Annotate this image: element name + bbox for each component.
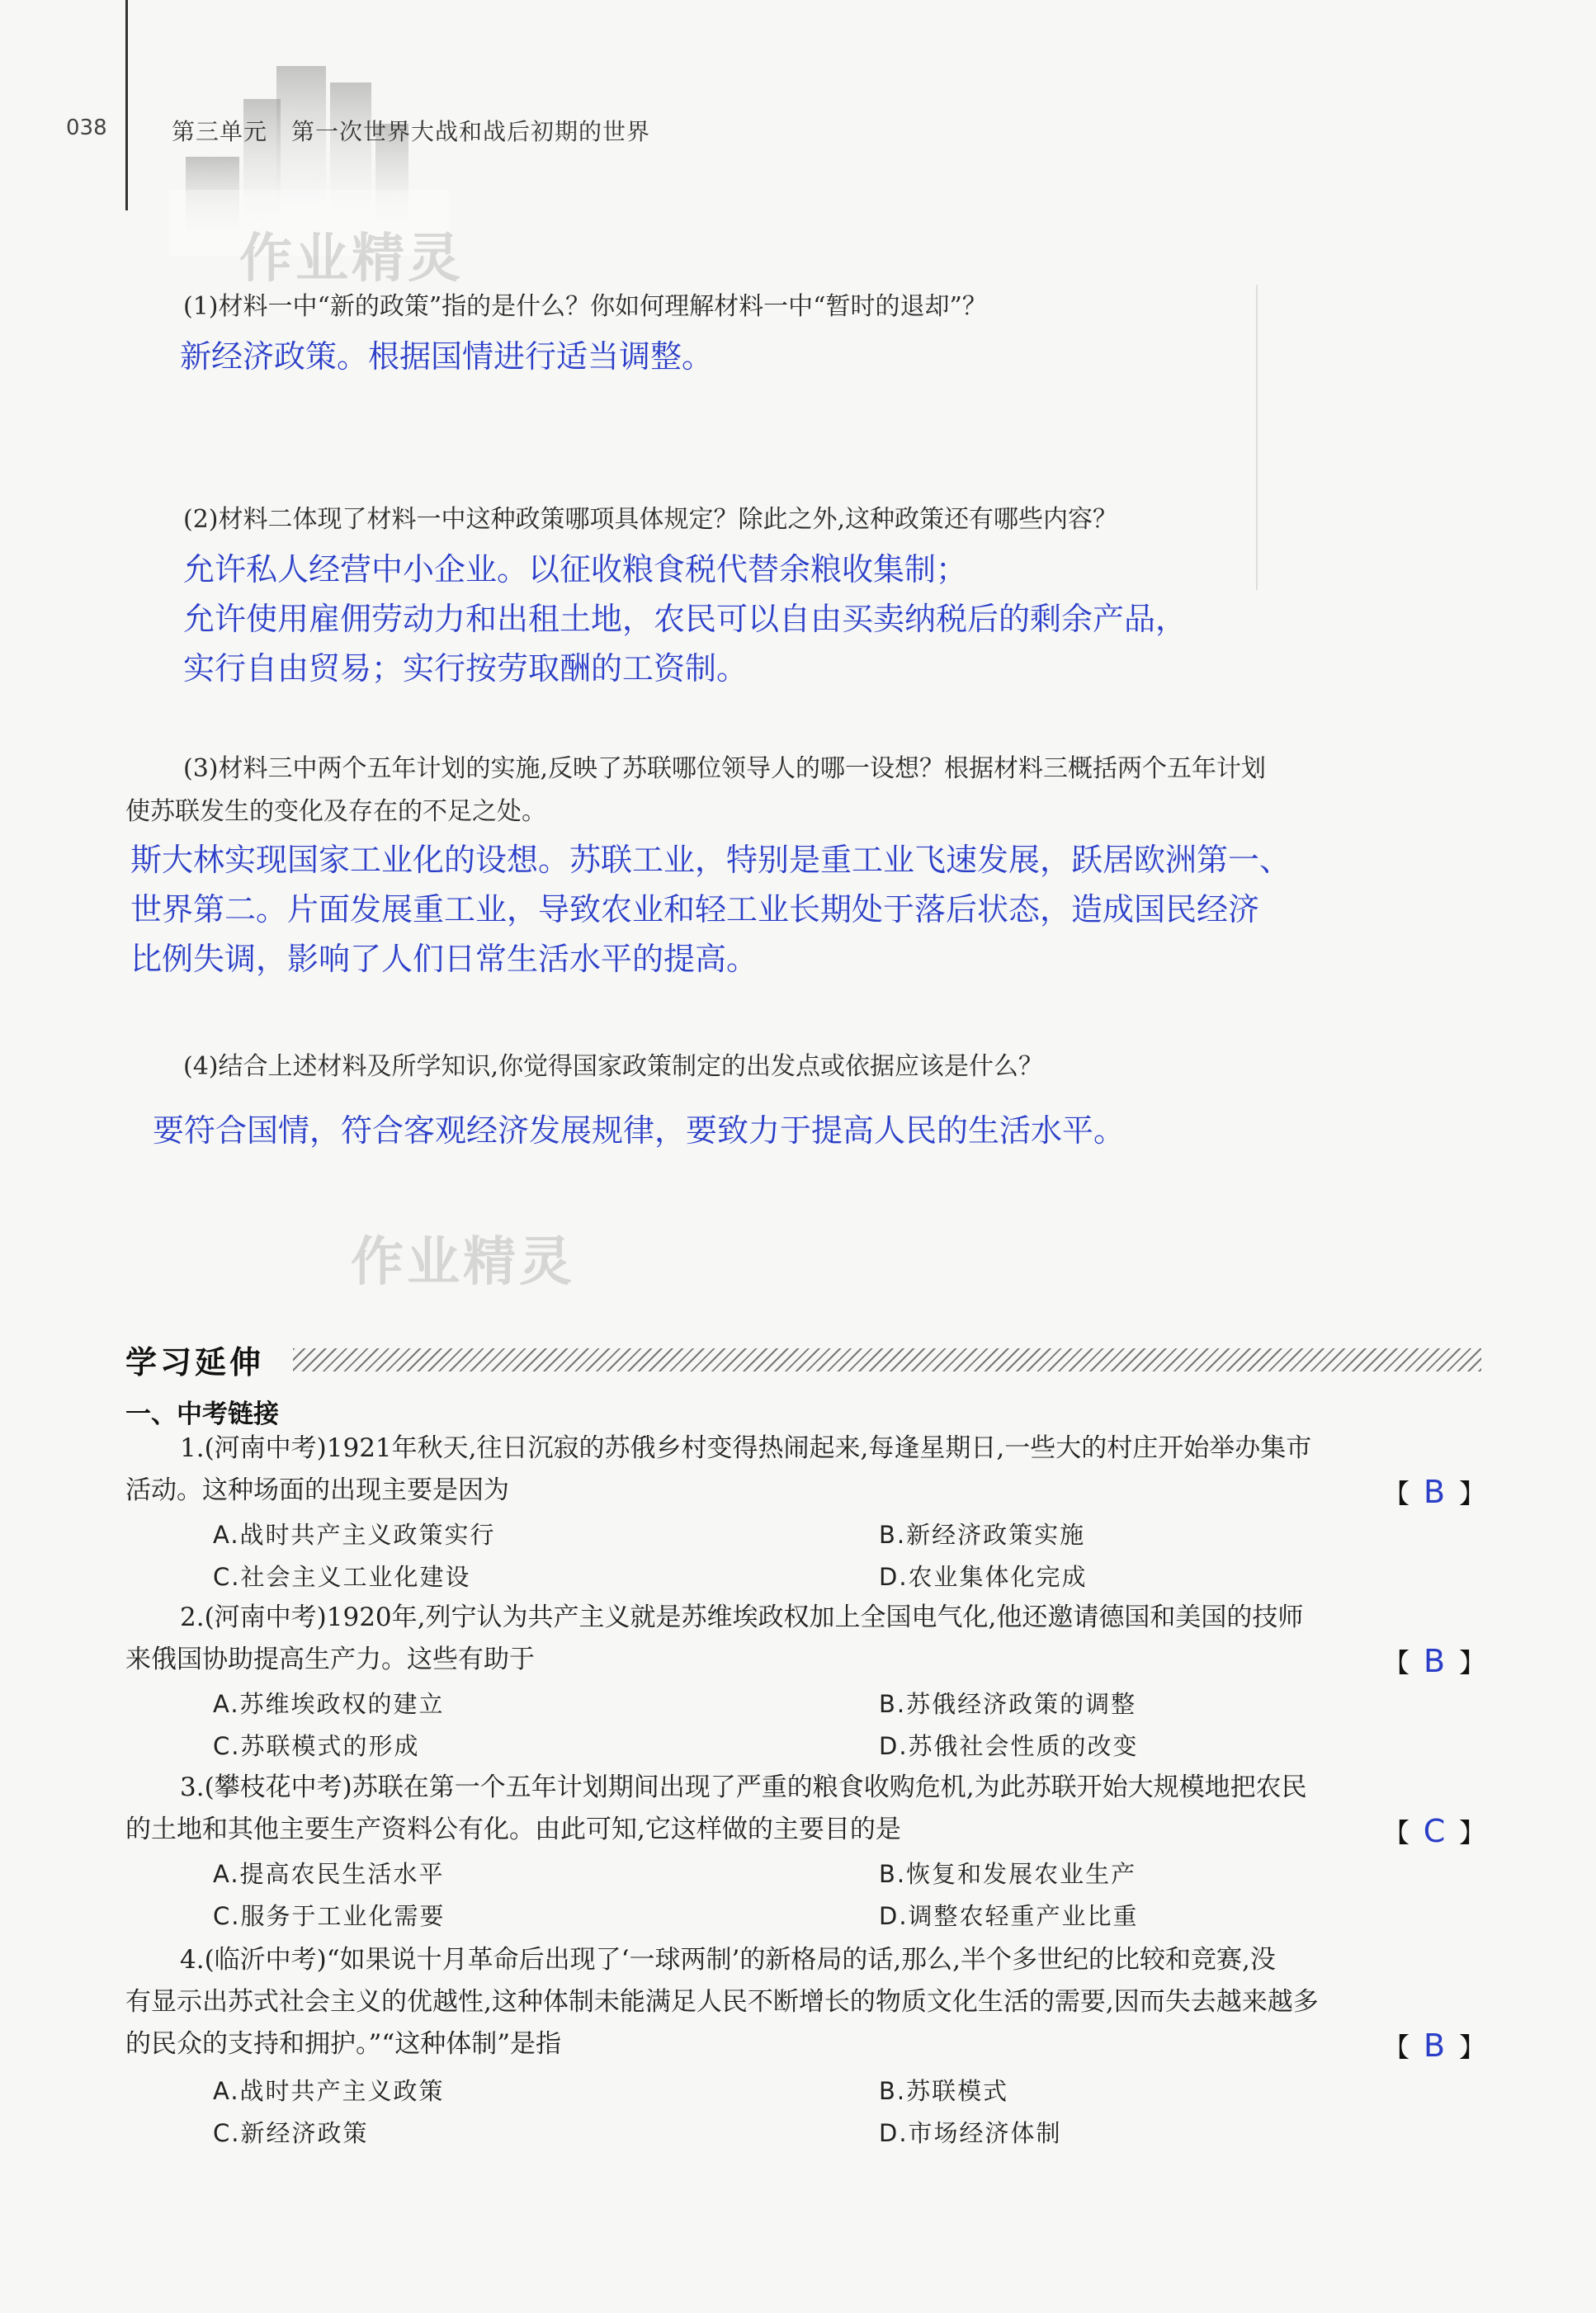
item-4-stem-line: 有显示出苏式社会主义的优越性,这种体制未能满足人民不断增长的物质文化生活的需要,因而失去越来越多	[125, 1987, 1319, 2017]
item-4-answer: B	[1423, 2027, 1446, 2064]
page-number: 038	[66, 116, 107, 140]
item-2-answer: B	[1423, 1643, 1446, 1679]
answer-bracket: 【 B 】	[1383, 1643, 1486, 1679]
question-3-prompt-line: 使苏联发生的变化及存在的不足之处。	[125, 797, 546, 826]
answer-bracket: 【 C 】	[1383, 1813, 1486, 1849]
header-divider	[125, 0, 128, 210]
item-2-option: B.苏俄经济政策的调整	[879, 1690, 1137, 1718]
item-2-option: C.苏联模式的形成	[213, 1732, 420, 1760]
subsection-title: 一、中考链接	[125, 1400, 279, 1429]
item-4-stem-line: 的民众的支持和拥护。”“这种体制”是指	[125, 2029, 562, 2059]
watermark: 作业精灵	[351, 1232, 575, 1293]
bleed-through-line	[1238, 285, 1258, 590]
question-1-prompt: (1)材料一中“新的政策”指的是什么？你如何理解材料一中“暂时的退却”？	[183, 292, 987, 321]
item-1-option: D.农业集体化完成	[879, 1563, 1088, 1591]
question-2-answer-line: 允许私人经营中小企业。以征收粮食税代替余粮收集制；	[183, 551, 968, 588]
item-1-answer: B	[1423, 1474, 1446, 1510]
item-2-option: D.苏俄社会性质的改变	[879, 1732, 1139, 1760]
item-2-option: A.苏维埃政权的建立	[213, 1690, 445, 1718]
answer-bracket: 【 B 】	[1383, 1474, 1486, 1510]
item-4-stem-line: 4.(临沂中考)“如果说十月革命后出现了‘一球两制’的新格局的话,那么,半个多世纪的比较和竞赛,没	[180, 1945, 1276, 1975]
item-3-stem-line: 3.(攀枝花中考)苏联在第一个五年计划期间出现了严重的粮食收购危机,为此苏联开始大规模地把农民	[180, 1773, 1307, 1802]
question-2-answer-line: 允许使用雇佣劳动力和出租土地，农民可以自由买卖纳税后的剩余产品，	[183, 601, 1188, 637]
item-3-option: A.提高农民生活水平	[213, 1860, 445, 1888]
item-3-option: C.服务于工业化需要	[213, 1902, 446, 1930]
watermark: 作业精灵	[239, 229, 464, 290]
item-3-stem-line: 的土地和其他主要生产资料公有化。由此可知,它这样做的主要目的是	[125, 1815, 901, 1844]
question-3-answer-line: 世界第二。片面发展重工业，导致农业和轻工业长期处于落后状态，造成国民经济	[130, 891, 1260, 928]
item-3-option: B.恢复和发展农业生产	[879, 1860, 1137, 1888]
question-3-answer-line: 比例失调，影响了人们日常生活水平的提高。	[130, 941, 758, 977]
question-2-prompt: (2)材料二体现了材料一中这种政策哪项具体规定？除此之外,这种政策还有哪些内容？	[183, 505, 1118, 534]
item-1-option: C.社会主义工业化建设	[213, 1563, 471, 1591]
item-4-option: B.苏联模式	[879, 2077, 1009, 2105]
item-2-stem-line: 2.(河南中考)1920年,列宁认为共产主义就是苏维埃政权加上全国电气化,他还邀请德国和美国的技师	[180, 1603, 1304, 1632]
item-1-option: A.战时共产主义政策实行	[213, 1521, 496, 1549]
item-4-option: C.新经济政策	[213, 2119, 369, 2147]
question-3-answer-line: 斯大林实现国家工业化的设想。苏联工业，特别是重工业飞速发展，跃居欧洲第一、	[130, 842, 1291, 878]
item-2-stem-line: 来俄国协助提高生产力。这些有助于	[125, 1645, 535, 1674]
item-3-answer: C	[1423, 1813, 1446, 1849]
item-4-option: D.市场经济体制	[879, 2119, 1062, 2147]
question-1-answer: 新经济政策。根据国情进行适当调整。	[180, 338, 714, 375]
item-1-option: B.新经济政策实施	[879, 1521, 1086, 1549]
question-2-answer-line: 实行自由贸易；实行按劳取酬的工资制。	[183, 650, 748, 687]
item-1-stem-line: 活动。这种场面的出现主要是因为	[125, 1475, 509, 1505]
question-3-prompt-line: (3)材料三中两个五年计划的实施,反映了苏联哪位领导人的哪一设想？根据材料三概括两个五年计划	[183, 754, 1267, 783]
answer-bracket: 【 B 】	[1383, 2027, 1486, 2064]
question-4-prompt: (4)结合上述材料及所学知识,你觉得国家政策制定的出发点或依据应该是什么？	[183, 1052, 1044, 1081]
section-hatch-divider	[293, 1348, 1481, 1371]
item-1-stem-line: 1.(河南中考)1921年秋天,往日沉寂的苏俄乡村变得热闹起来,每逢星期日,一些大的村庄开始举办集市	[180, 1433, 1312, 1463]
item-4-option: A.战时共产主义政策	[213, 2077, 445, 2105]
question-4-answer: 要符合国情，符合客观经济发展规律，要致力于提高人民的生活水平。	[153, 1112, 1126, 1149]
item-3-option: D.调整农轻重产业比重	[879, 1902, 1139, 1930]
unit-title: 第三单元 第一次世界大战和战后初期的世界	[172, 118, 651, 145]
section-title: 学习延伸	[125, 1344, 265, 1381]
